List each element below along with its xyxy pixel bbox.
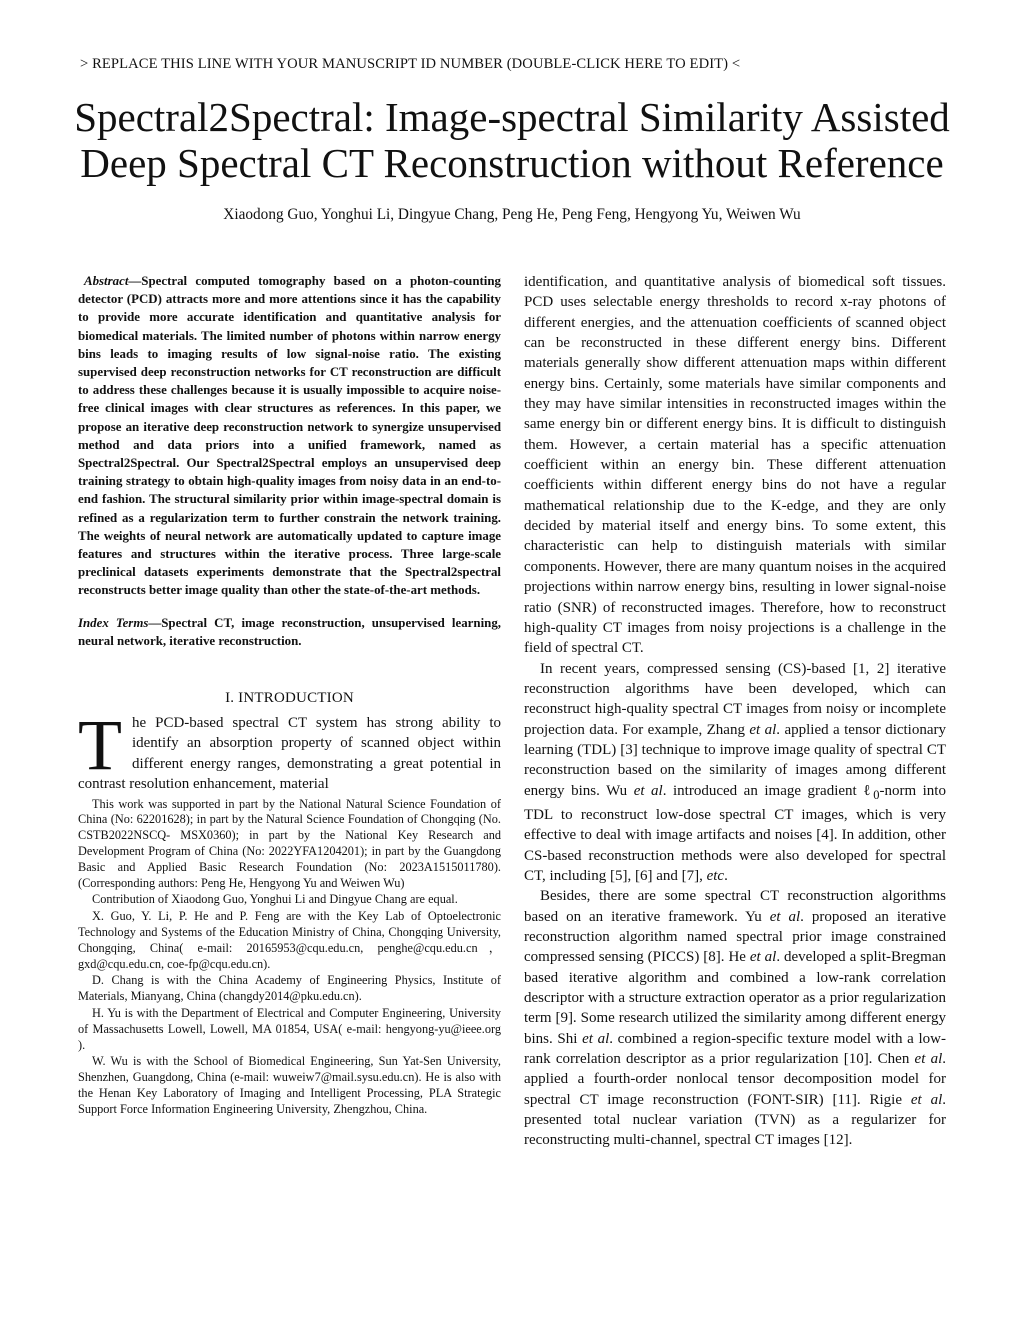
para2-subscript: 0 (873, 787, 880, 802)
footnote-funding: This work was supported in part by the National Natural Science Foundation of China (No: 62201628); in part by the Natural Science Foundation of Chongqing (No. CSTB2022NSCQ- MSX0360); in part by the National Key Research and Development Program of China (No: 2022YFA1204201); in part by the Guangdong Basic and Applied Basic Research Foundation (No: 2023A1515011780). (Corresponding authors: Peng He, Hengyong Yu and Weiwen Wu) (78, 796, 501, 890)
footnote-affiliation-sysu: W. Wu is with the School of Biomedical Engineering, Sun Yat-Sen University, Shenzhen, Guangdong, China (e-mail: wuweiw7@mail.sysu.edu.cn). He is also with the Henan Key Laboratory of Imaging and Intelligent Processing, PLA Strategic Support Force Information Engineering University, Zhengzhou, China. (78, 1054, 501, 1116)
drop-cap: T (78, 705, 122, 786)
para2-etal-2: et al (633, 782, 663, 799)
index-terms (78, 614, 501, 650)
body-paragraph-3 (524, 886, 946, 1150)
para2-etal-1: et al (749, 721, 777, 738)
body-paragraph-1: identification, and quantitative analysis of biomedical soft tissues. PCD uses selectable energy thresholds to record x-ray photons of different energies, and the attenuation coefficients of scanned object can be reconstructed in these different energy bins. Different materials generally show different attenuation maps within different energy bins. Certainly, some materials have similar components and they may have similar intensities in reconstructed images within the same energy bin or different energy bins. It is difficult to distinguish them. However, a certain material has a specific attenuation coefficient within an energy bin. These different attenuation coefficients within different energy bins do not have a regular mathematical relationship due to the K-edge, and they are only decided by material itself and energy bins. To some extent, this characteristic can help to distinguish materials with similar components. However, there are many quantum noises in the acquired projections within narrow energy bins, resulting in lower signal-noise ratio (SNR) of reconstructed images. Therefore, how to reconstruct high-quality CT images from noisy projections is a challenge in the field of spectral CT. (524, 274, 946, 657)
abstract-text: —Spectral computed tomography based on a photon-counting detector (PCD) attracts more and more attentions since it has the capability to provide more accurate identification and quantitative analysis for biomedical materials. The limited number of photons within narrow energy bins leads to imaging results of low signal-noise ratio. The existing supervised deep reconstruction networks for CT reconstruction are difficult to address these challenges because it is usually impossible to acquire noise-free clinical images with clear structures as references. In this paper, we propose an iterative deep reconstruction network to synergize unsupervised method and data priors into a unified framework, named as Spectral2Spectral. Our Spectral2Spectral employs an unsupervised deep training strategy to obtain high-quality images from noisy data in an end-to-end fashion. The structural similarity prior within image-spectral domain is refined as a regularization term to further constrain the network training. The weights of neural network are automatically updated to capture image features and structures within the iterative process. Three large-scale preclinical datasets experiments demonstrate that the Spectral2spectral reconstructs better image quality than other the state-of-the-art methods. (78, 274, 501, 598)
author-list: Xiaodong Guo, Yonghui Li, Dingyue Chang, Peng He, Peng Feng, Hengyong Yu, Weiwen Wu (223, 206, 801, 223)
para3-etal-2: et al (749, 949, 777, 966)
para2-text-g: -norm into TDL to reconstruct low-dose spectral CT images, which is very effective to deal with image artifacts and noises [4]. In addition, other CS-based reconstruction methods were also developed for spectral CT, including [5], [6] and [7], (524, 782, 946, 884)
title-line-2: Deep Spectral CT Reconstruction without Reference (80, 140, 944, 186)
para3-etal-1: et al (769, 908, 801, 925)
right-column (524, 272, 946, 1151)
footnote-affiliation-cqu: X. Guo, Y. Li, P. He and P. Feng are with the Key Lab of Optoelectronic Technology and Systems of the Education Ministry of China, Chongqing University, Chongqing, China( e-mail: 20165953@cqu.edu.cn, penghe@cqu.edu.cn，gxd@cqu.edu.cn, coe-fp@cqu.edu.cn). (78, 909, 501, 971)
paper-title (40, 94, 984, 186)
para2-text-c: . applied a tensor dictionary learning (TDL) [3] technique to improve image quality of spectral CT reconstruction based on the similarity of images among different energy bins. Wu (524, 721, 947, 799)
index-terms-label: Index Terms (78, 615, 149, 630)
para3-text-a: Besides, there are some spectral CT reconstruction algorithms based on an iterative framework. Yu (524, 888, 946, 925)
para3-text-e: . developed a split-Bregman based iterative algorithm and combined a low-rank correlation descriptor with a structure extraction operator as a prior regularization term [9]. Some research utilized the similarity among different energy bins. Shi (524, 949, 946, 1047)
para3-text-k: . presented total nuclear variation (TVN) as a regularizer for reconstructing multi-channel, spectral CT images [12]. (524, 1091, 947, 1149)
left-column (78, 272, 501, 1119)
footnotes (78, 797, 501, 1118)
body-paragraph-2 (524, 659, 946, 887)
para2-text-i: . (724, 867, 728, 884)
para3-text-i: . applied a fourth-order nonlocal tensor decomposition model for spectral CT image reconstruction (FONT-SIR) [11]. Rigie (524, 1051, 946, 1108)
footnote-contribution: Contribution of Xiaodong Guo, Yonghui Li and Dingyue Chang are equal. (92, 892, 458, 907)
para2-text-a: In recent years, compressed sensing (CS)-based [1, 2] iterative reconstruction algorithms have been developed, which can reconstruct high-quality spectral CT images from noisy or incomplete projection data. For example, Zhang (524, 660, 946, 738)
intro-text: he PCD-based spectral CT system has strong ability to identify an absorption property of scanned object within different energy ranges, demonstrating a great potential in contrast resolution enhancement, material (78, 715, 501, 793)
abstract-label: Abstract (84, 274, 129, 288)
footnote-affiliation-uml: H. Yu is with the Department of Electrical and Computer Engineering, University of Massachusetts Lowell, Lowell, MA 01854, USA( e-mail: hengyong-yu@ieee.org ). (78, 1006, 501, 1052)
para3-etal-5: et al (910, 1091, 943, 1108)
title-line-1: Spectral2Spectral: Image-spectral Similarity Assisted (74, 94, 950, 140)
para2-etc: etc (706, 867, 725, 884)
manuscript-id-line: > REPLACE THIS LINE WITH YOUR MANUSCRIPT ID NUMBER (DOUBLE-CLICK HERE TO EDIT) < (80, 56, 741, 72)
para2-text-e: . introduced an image gradient ℓ (662, 782, 874, 799)
para3-text-g: . combined a region-specific texture model with a low-rank correlation descriptor as a prior regularization [10]. Chen (524, 1030, 946, 1068)
footnote-affiliation-caep: D. Chang is with the China Academy of Engineering Physics, Institute of Materials, Mianyang, China (changdy2014@pku.edu.cn). (78, 973, 501, 1004)
para3-text-c: . proposed an iterative reconstruction algorithm named spectral prior image constrained compressed sensing (PICCS) [8]. He (524, 908, 946, 966)
para3-etal-3: et al (582, 1030, 610, 1047)
para3-etal-4: et al (914, 1051, 943, 1068)
section-heading-introduction: I. INTRODUCTION (225, 690, 354, 707)
abstract (78, 272, 501, 600)
index-terms-text: —Spectral CT, image reconstruction, unsupervised learning, neural network, iterative reconstruction. (78, 615, 501, 648)
intro-paragraph (78, 705, 501, 795)
